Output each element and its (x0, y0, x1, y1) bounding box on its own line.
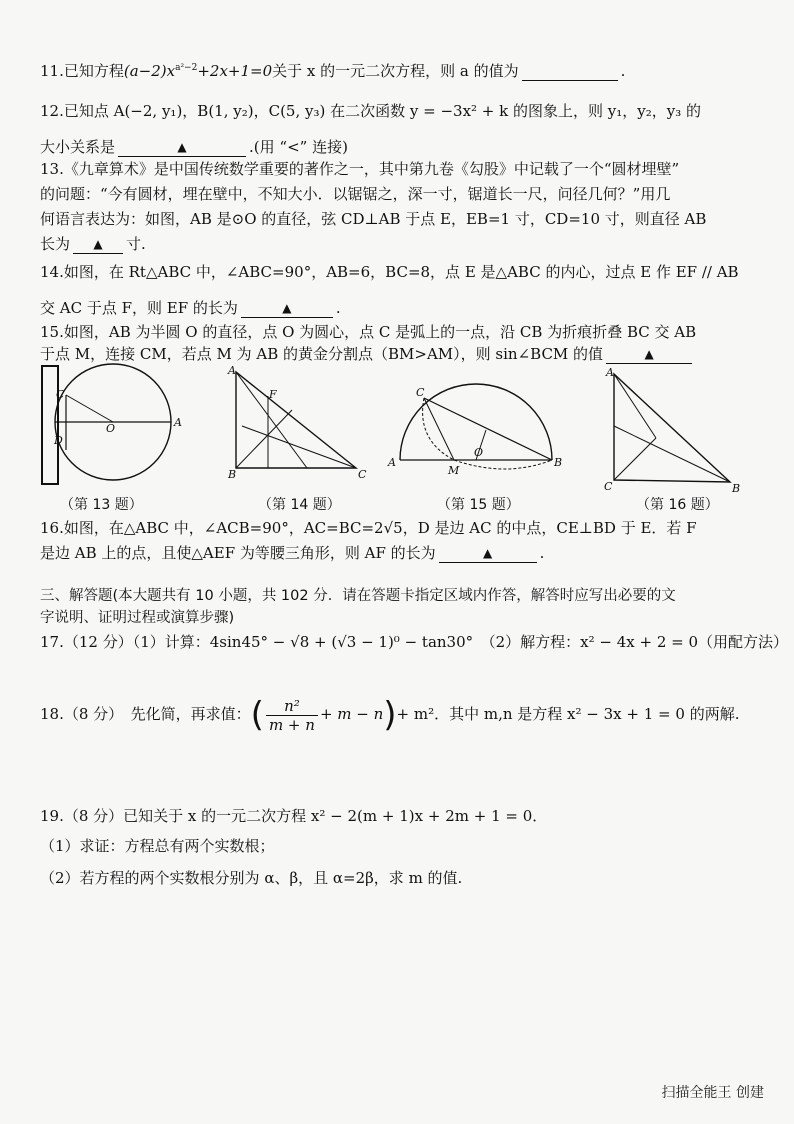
q12-suffix: .(用 “<” 连接) (249, 138, 348, 156)
question-16-line1: 16.如图，在△ABC 中，∠ACB=90°，AC=BC=2√5，D 是边 AC 的中点，CE⊥BD 于 E．若 F (40, 519, 697, 537)
q14-prefix: 交 AC 于点 F，则 EF 的长为 (40, 299, 238, 317)
figure-14 (222, 362, 372, 486)
answer-marker-icon: ▲ (483, 546, 493, 560)
question-19-line1: 19.（8 分）已知关于 x 的一元二次方程 x² − 2(m + 1)x + 2m + 1 = 0． (40, 807, 548, 825)
fig15-caption: （第 15 题） (437, 497, 520, 513)
fig15-label-c: C (416, 386, 425, 399)
q14-answer-blank (241, 298, 333, 318)
question-12-line2 (40, 137, 758, 157)
q11-answer-blank (522, 80, 618, 81)
question-19-part2: （2）若方程的两个实数根分别为 α、β，且 α=2β，求 m 的值. (40, 869, 463, 887)
fig14-label-f: F (269, 388, 277, 401)
q11-equation-rest: +2x+1=0 (197, 62, 273, 80)
q18-fraction (266, 697, 318, 734)
fig13-caption: （第 13 题） (60, 497, 143, 513)
fig16-caption: （第 16 题） (636, 497, 719, 513)
fig13-label-d: D (54, 434, 63, 447)
q11-exponent: a²−2 (175, 63, 198, 73)
question-18 (40, 692, 758, 736)
q15-prefix: 于点 M，连接 CM，若点 M 为 AB 的黄金分割点（BM>AM），则 sin∠BCM 的值 (40, 345, 604, 363)
question-13-line4 (40, 234, 758, 254)
figure-16 (598, 364, 748, 494)
question-14-line2 (40, 298, 758, 318)
q12-answer-blank (118, 137, 246, 157)
q14-end: . (335, 299, 341, 317)
q18-prefix: 18.（8 分） 先化简，再求值： (40, 705, 251, 723)
q18-numerator: n² (266, 697, 318, 716)
question-12-line1: 12.已知点 A(−2, y₁)，B(1, y₂)，C(5, y₃) 在二次函数 y = −3x² + k 的图象上，则 y₁，y₂，y₃ 的 (40, 102, 701, 120)
fig16-label-c: C (604, 480, 613, 493)
q18-close-paren: ) (383, 695, 397, 735)
question-17: 17.（12 分）（1）计算：4sin45° − √8 + (√3 − 1)⁰ − tan30° （2）解方程：x² − 4x + 2 = 0（用配方法） (40, 633, 789, 651)
question-15-line2 (40, 344, 758, 364)
question-14-line1: 14.如图，在 Rt△ABC 中，∠ABC=90°，AB=6，BC=8，点 E 是△ABC 的内心，过点 E 作 EF // AB (40, 263, 739, 281)
fig15-label-a: A (388, 456, 396, 469)
fig14-label-c: C (358, 468, 367, 481)
figure-13 (36, 362, 186, 490)
question-11 (40, 58, 758, 81)
fig16-label-b: B (732, 482, 741, 494)
fig13-label-o: O (106, 422, 116, 435)
answer-marker-icon: ▲ (177, 140, 187, 154)
q13-prefix: 长为 (40, 235, 71, 253)
question-13-line2: 的问题：“今有圆材，埋在壁中，不知大小．以锯锯之，深一寸，锯道长一尺，问径几何？”用几 (40, 185, 671, 203)
q13-answer-blank (73, 234, 123, 254)
question-19-part1: （1）求证：方程总有两个实数根； (40, 837, 275, 855)
fig13-label-c: C (56, 388, 65, 401)
question-13-line3: 何语言表达为：如图，AB 是⊙O 的直径，弦 CD⊥AB 于点 E，EB=1 寸，CD=10 寸，则直径 AB (40, 210, 707, 228)
question-13-line1: 13.《九章算术》是中国传统数学重要的著作之一，其中第九卷《勾股》中记载了一个“圆材埋壁” (40, 160, 680, 178)
section-3-heading-line2: 字说明、证明过程或演算步骤) (40, 610, 235, 626)
fig15-label-b: B (554, 456, 563, 469)
q13-suffix: 寸. (126, 235, 146, 253)
q16-prefix: 是边 AB 上的点，且使△AEF 为等腰三角形，则 AF 的长为 (40, 544, 436, 562)
q16-answer-blank (439, 543, 537, 563)
q16-end: . (539, 544, 545, 562)
q15-answer-blank (606, 344, 692, 364)
scanner-watermark: 扫描全能王 创建 (661, 1085, 764, 1101)
fig14-label-a: A (228, 364, 236, 377)
q11-prefix: 11.已知方程 (40, 62, 124, 80)
q11-equation: (a−2)x (123, 62, 176, 80)
answer-marker-icon: ▲ (282, 301, 292, 315)
question-16-line2 (40, 543, 758, 563)
question-15-line1: 15.如图，AB 为半圆 O 的直径，点 O 为圆心，点 C 是弧上的一点，沿 CB 为折痕折叠 BC 交 AB (40, 323, 697, 341)
fig13-label-a: A (174, 416, 182, 429)
fig15-label-m: M (448, 464, 460, 477)
answer-marker-icon: ▲ (644, 347, 654, 361)
section-3-heading-line1: 三、解答题(本大题共有 10 小题，共 102 分．请在答题卡指定区域内作答，解答时应写出必要的文 (40, 588, 676, 604)
q18-inner-terms: + m − n (319, 705, 384, 723)
fig15-label-o: O (474, 446, 484, 459)
fig16-label-a: A (606, 366, 614, 379)
q11-text: 关于 x 的一元二次方程，则 a 的值为 (272, 62, 519, 80)
fig14-caption: （第 14 题） (258, 497, 341, 513)
figure-15 (386, 370, 568, 480)
q18-open-paren: ( (250, 695, 264, 735)
answer-marker-icon: ▲ (93, 237, 103, 251)
fig14-label-b: B (228, 468, 237, 481)
q18-denominator: m + n (268, 715, 315, 734)
q18-suffix: + m²．其中 m,n 是方程 x² − 3x + 1 = 0 的两解. (396, 705, 740, 723)
q11-end: . (620, 62, 626, 80)
q12-prefix: 大小关系是 (40, 138, 116, 156)
